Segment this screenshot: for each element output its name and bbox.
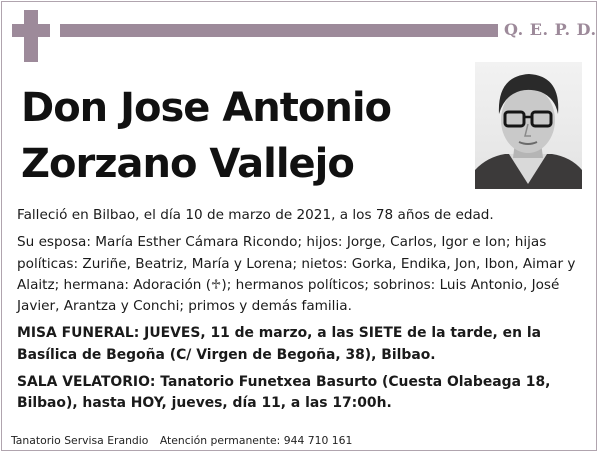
qepd-label: Q. E. P. D. xyxy=(504,20,597,39)
deceased-name xyxy=(21,80,461,192)
funeral-info: MISA FUNERAL: JUEVES, 11 de marzo, a las SIETE de la tarde, en la Basílica de Begoña (C/ Virgen de Begoña, 38), Bilbao. xyxy=(17,325,541,363)
death-statement: Falleció en Bilbao, el día 10 de marzo de 2021, a los 78 años de edad. xyxy=(17,207,494,223)
cross-icon-arm xyxy=(12,24,50,37)
deceased-name-line1: Don Jose Antonio xyxy=(21,85,392,131)
header-rule xyxy=(60,24,498,37)
notice-body xyxy=(17,205,587,421)
family-list: Su esposa: María Esther Cámara Ricondo; hijos: Jorge, Carlos, Igor e Ion; hijas políticas: Zuriñe, Beatriz, María y Lorena; nietos: Gorka, Endika, Jon, Ibon, Aimar y Alaitz; hermana: Adoración (♱); hermanos políticos; sobrinos: Luis Antonio, José Javier, Arantza y Conchi; primos y demás familia. xyxy=(17,234,576,315)
funeral-home-name: Tanatorio Servisa Erandio xyxy=(11,434,149,447)
deceased-name-line2: Zorzano Vallejo xyxy=(21,141,354,187)
contact-phone: Atención permanente: 944 710 161 xyxy=(159,434,353,447)
obituary-notice xyxy=(1,1,597,451)
wake-info: SALA VELATORIO: Tanatorio Funetxea Basurto (Cuesta Olabeaga 18, Bilbao), hasta HOY, jueves, día 11, a las 17:00h. xyxy=(17,374,551,412)
portrait-photo xyxy=(475,62,582,189)
footer xyxy=(11,434,352,447)
